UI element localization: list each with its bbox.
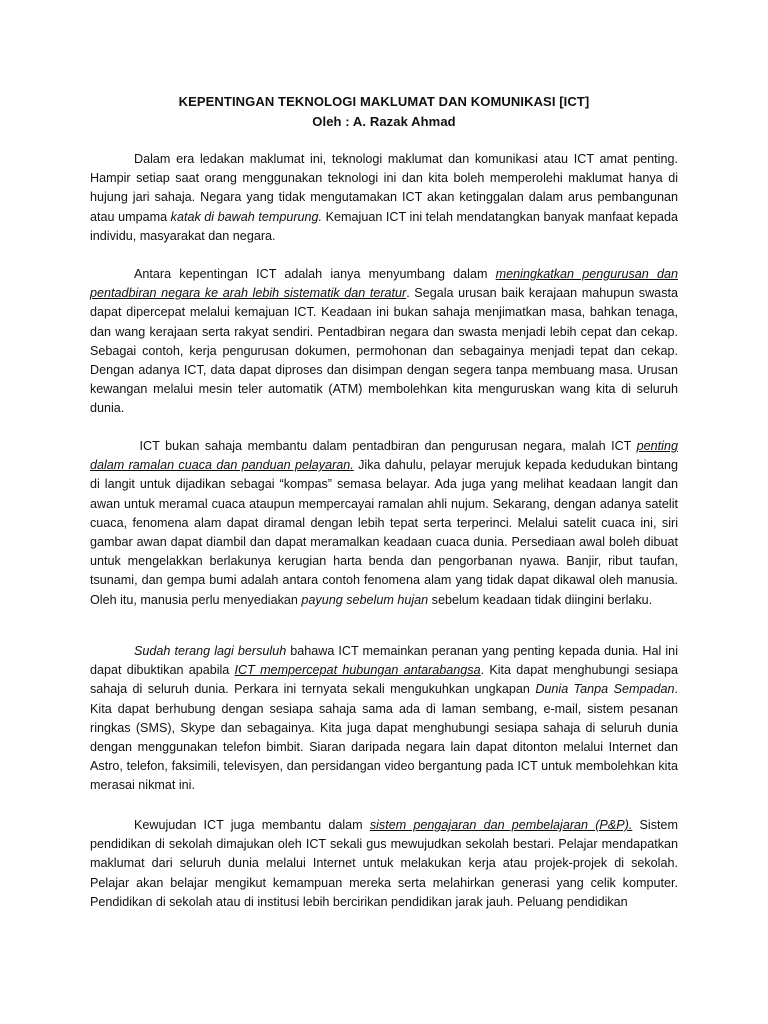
document-byline: Oleh : A. Razak Ahmad [312,114,456,129]
text-run: bahawa ICT memainkan peranan yang penting kepada dunia. Hal ini dapat dibuktikan apabila [90,644,678,678]
text-run: . Kita dapat menghubungi sesiapa sahaja di seluruh dunia. Perkara ini ternyata sekali mengukuhkan ungkapan [90,663,678,697]
text-run: . Kita dapat berhubung dengan sesiapa sahaja sama ada di laman sembang, e-mail, sistem pesanan ringkas (SMS), Skype dan sebagainya. Kita juga dapat menghubungi sesiapa sahaja di seluruh dunia dengan menggunakan telefon bimbit. Siaran daripada negara lain dapat ditonton melalui Internet dan Astro, telefon, faksimili, televisyen, dan persidangan video bergantung pada ICT untuk membolehkan kita merasai nikmat ini. [90,682,678,793]
paragraph [90,265,678,419]
document-title: KEPENTINGAN TEKNOLOGI MAKLUMAT DAN KOMUNIKASI [ICT] [178,94,590,109]
paragraph [90,437,678,610]
paragraph [90,642,678,796]
paragraph [90,816,678,912]
text-run: ICT bukan sahaja membantu dalam pentadbiran dan pengurusan negara, malah ICT [134,439,637,453]
text-run: sebelum keadaan tidak diingini berlaku. [428,592,653,607]
italic-phrase: katak di bawah tempurung. [170,209,323,224]
italic-phrase: Sudah terang lagi bersuluh [134,644,287,658]
text-run: Antara kepentingan ICT adalah ianya menyumbang dalam [134,267,496,281]
emphasized-phrase: meningkatkan pengurusan dan pentadbiran negara ke arah lebih sistematik dan teratur [90,267,678,301]
emphasized-phrase: penting dalam ramalan cuaca dan panduan pelayaran. [90,439,678,473]
text-run: Jika dahulu, pelayar merujuk kepada kedudukan bintang di langit untuk dijadikan sebagai “kompas” semasa belayar. Ada juga yang melihat keadaan langit dan awan untuk meramal cuaca ataupun mempercayai ramalan ahli nujum. Sekarang, dengan adanya satelit cuaca, fenomena alam dapat diramal dengan lebih tepat serta terperinci. Melalui satelit cuaca ini, siri gambar awan dapat diambil dan dapat meramalkan keadaan cuaca dunia. Persediaan awal boleh dibuat untuk mengelakkan berlakunya kerugian harta benda dan pengorbanan nyawa. Banjir, ribut taufan, tsunami, dan gempa bumi adalah antara contoh fenomena alam yang tidak dapat dikawal oleh manusia. Oleh itu, manusia perlu menyediakan [90,458,678,607]
italic-phrase: Dunia Tanpa Sempadan [535,682,675,697]
text-run: Sistem pendidikan di sekolah dimajukan oleh ICT sekali gus mewujudkan sekolah bestari. Pelajar mendapatkan maklumat dari seluruh dunia melalui Internet untuk melakukan kerja atau projek-projek di sekolah. Pelajar akan belajar mengikut kemampuan mereka serta melahirkan generasi yang celik komputer. Pendidikan di sekolah atau di institusi lebih bercirikan pendidikan jarak jauh. Peluang pendidikan [90,818,678,909]
italic-phrase: payung sebelum hujan [301,592,429,607]
emphasized-phrase: sistem pengajaran dan pembelajaran (P&P). [369,818,633,832]
text-run: Kemajuan ICT ini telah mendatangkan banyak manfaat kepada individu, masyarakat dan negara. [90,209,678,243]
text-run: . Segala urusan baik kerajaan mahupun swasta dapat dipercepat melalui kemajuan ICT. Keadaan ini bukan sahaja menjimatkan masa, bahkan tenaga, dan wang kerajaan serta rakyat sendiri. Pentadbiran negara dan swasta menjadi lebih cepat dan cekap. Sebagai contoh, kerja pengurusan dokumen, permohonan dan sebagainya menjadi tepat dan cekap. Dengan adanya ICT, data dapat diproses dan disimpan dengan segera tanpa membuang masa. Urusan kewangan melalui mesin teler automatik (ATM) membolehkan kita menguruskan wang kita di seluruh dunia. [90,286,678,416]
text-run: Kewujudan ICT juga membantu dalam [134,818,370,832]
paragraph [90,150,678,246]
emphasized-phrase: ICT mempercepat hubungan antarabangsa [234,663,481,678]
text-run: Dalam era ledakan maklumat ini, teknologi maklumat dan komunikasi atau ICT amat penting. Hampir setiap saat orang menggunakan teknologi ini dan kita boleh memperolehi maklumat hanya di hujung jari sahaja. Negara yang tidak mengutamakan ICT akan ketinggalan dalam arus pembangunan atau umpama [90,152,678,224]
